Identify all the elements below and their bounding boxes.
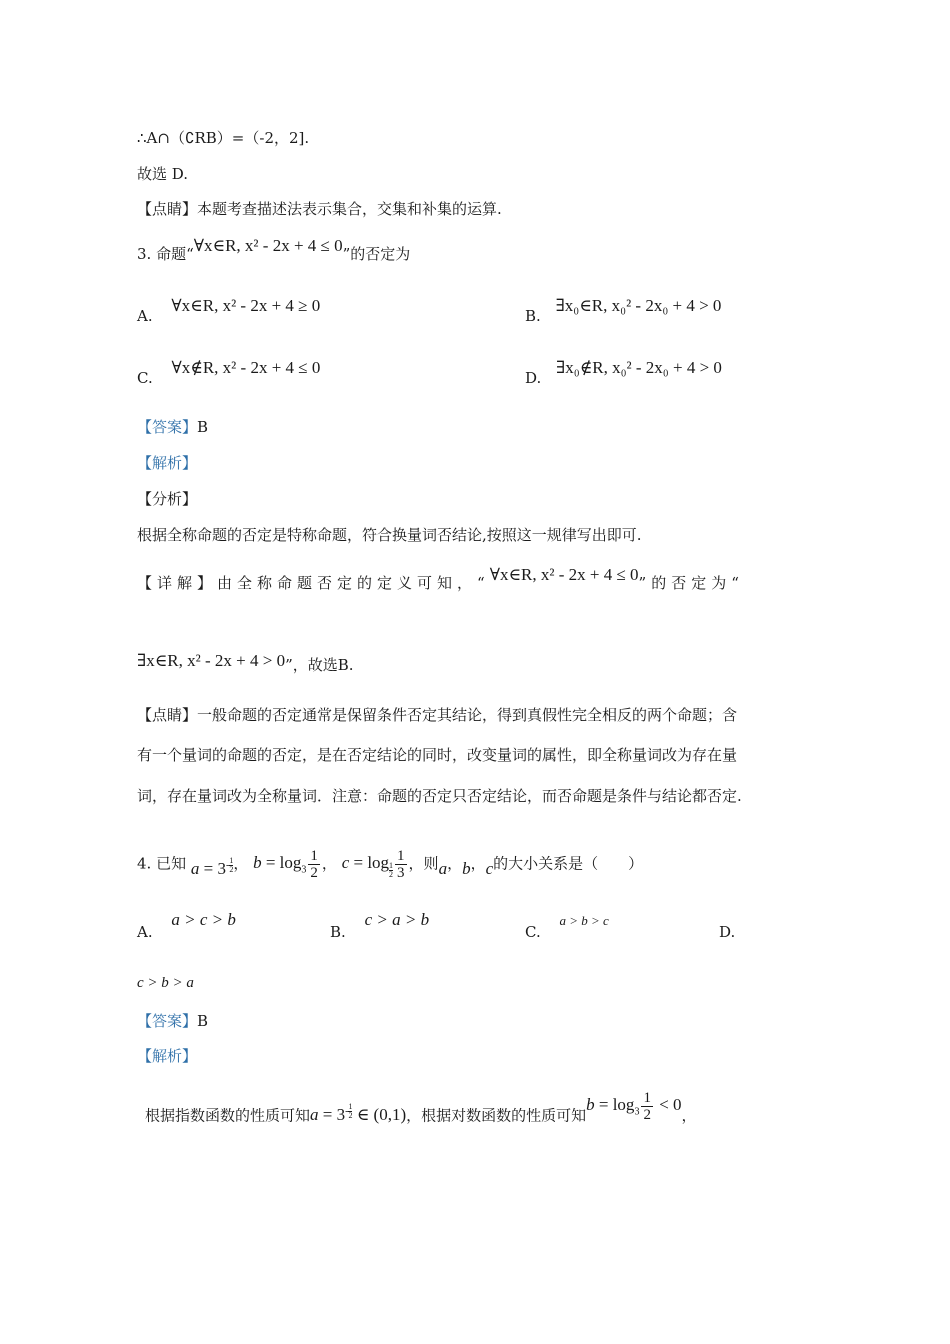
q4-then: ，则 [408, 854, 439, 873]
detail2-suffix: ”，故选B. [285, 656, 354, 674]
option-math: a > c > b [171, 910, 236, 929]
q4-solution-line: 根据指数函数的性质可知$a = 3^{- \frac{1}{2}}$ ∈ (0,1)，根据对数函数的性质可知$b = \log_3$ $\frac{1}{2}$ < 0， [145, 1090, 697, 1125]
dianjing-tag: 【点睛】 [137, 200, 198, 218]
detail2-math: ∃x∈R, x² - 2x + 4 > 0 [137, 651, 286, 670]
option-math: ∀x∈R, x² - 2x + 4 ≥ 0 [171, 296, 321, 315]
question-4-stem: 4. 已知 $a = 3^{- \frac{1}{2}}$ ， $b = \log_3$ $\frac{1}{2}$ ， c = log $_{\frac{1}{2}}$ $\frac{1}{3}$ ，则a，b，c的大小关系是（ ） [137, 848, 644, 881]
q3-analysis-tag: 【解析】 [137, 454, 198, 472]
q4-option-d: c > b > a [137, 975, 194, 991]
option-label: A. [137, 923, 153, 941]
sol-text-1: 根据指数函数的性质可知 [145, 1106, 311, 1125]
q4-analysis-tag: 【解析】 [137, 1047, 198, 1065]
q3-fenxi-text: 根据全称命题的否定是特称命题，符合换量词否结论,按照这一规律写出即可. [137, 526, 642, 544]
q4-c-def: c = log $_{\frac{1}{2}}$ $\frac{1}{3}$ [341, 848, 405, 881]
q3-prefix: 3. 命题“ [137, 245, 194, 263]
question-3-stem [137, 236, 411, 264]
q4-a-def: $a = 3^{- \frac{1}{2}}$ [190, 855, 234, 879]
dianjing-2-tag: 【点睛】 [137, 706, 198, 724]
q4-option-a [137, 910, 236, 942]
answer-value: B [197, 1012, 209, 1030]
option-label: D. [525, 369, 542, 387]
detail-suffix: ”的否定为“ [638, 574, 744, 592]
dianjing-2-text: 一般命题的否定通常是保留条件否定其结论，得到真假性完全相反的两个命题；含 [197, 706, 738, 724]
option-math: ∃x₀∉R, x₀² - 2x₀ + 4 > 0 [556, 358, 722, 377]
q3-option-b [525, 296, 722, 326]
dianjing-2-line-3: 词，存在量词改为全称量词．注意：命题的否定只否定结论，而否命题是条件与结论都否定. [137, 787, 742, 805]
line-choose-d: 故选 D. [137, 165, 189, 183]
q3-option-a [137, 296, 321, 326]
option-label: B. [330, 923, 346, 941]
sol-a-math: $a = 3^{- \frac{1}{2}}$ ∈ (0,1) [310, 1101, 407, 1125]
q4-option-c [525, 913, 609, 943]
q4-option-d-label: D. [719, 923, 736, 941]
option-math: a > b > c [559, 913, 609, 928]
detail-text: 由全称命题否定的定义可知，“ [217, 574, 490, 592]
option-label: C. [525, 923, 541, 941]
q3-answer-line [137, 417, 208, 437]
q4-answer-line [137, 1011, 208, 1031]
detail-math: ∀x∈R, x² - 2x + 4 ≤ 0 [489, 565, 639, 584]
q4-suffix: 的大小关系是（ ） [493, 854, 644, 873]
option-label: A. [137, 307, 153, 325]
q3-option-c [137, 358, 321, 388]
answer-tag: 【答案】 [137, 418, 198, 436]
q4-b-def: $b = \log_3$ $\frac{1}{2}$ [253, 848, 318, 881]
option-label: B. [525, 307, 541, 325]
option-math: c > a > b [364, 910, 430, 929]
option-label: C. [137, 369, 153, 387]
line-dianjing-1 [137, 199, 502, 219]
sol-b-math: $b = \log_3$ $\frac{1}{2}$ < 0 [586, 1090, 682, 1123]
answer-tag: 【答案】 [137, 1012, 198, 1030]
q4-option-b [330, 910, 430, 942]
q4-prefix: 4. 已知 [137, 854, 187, 873]
sol-text-2: ，根据对数函数的性质可知 [406, 1106, 587, 1125]
dianjing-text: 本题考查描述法表示集合，交集和补集的运算. [197, 200, 502, 218]
q3-detail-line [137, 565, 744, 593]
q3-option-d [525, 358, 722, 388]
option-math: ∃x₀∈R, x₀² - 2x₀ + 4 > 0 [555, 296, 722, 315]
q3-suffix: ”的否定为 [342, 245, 411, 263]
dianjing-2-line-2: 有一个量词的命题的否定，是在否定结论的同时，改变量词的属性，即全称量词改为存在量 [137, 746, 738, 764]
option-math: ∀x∉R, x² - 2x + 4 ≤ 0 [171, 358, 321, 377]
answer-value: B [197, 418, 209, 436]
line-intersection-result: ∴A∩（∁RB）=（-2，2]. [137, 129, 310, 147]
q3-math: ∀x∈R, x² - 2x + 4 ≤ 0 [193, 236, 343, 255]
q3-detail-line-2 [137, 651, 354, 675]
dianjing-2-line-1 [137, 705, 737, 725]
detail-tag: 【详解】 [137, 574, 218, 592]
q3-fenxi-tag: 【分析】 [137, 490, 198, 508]
